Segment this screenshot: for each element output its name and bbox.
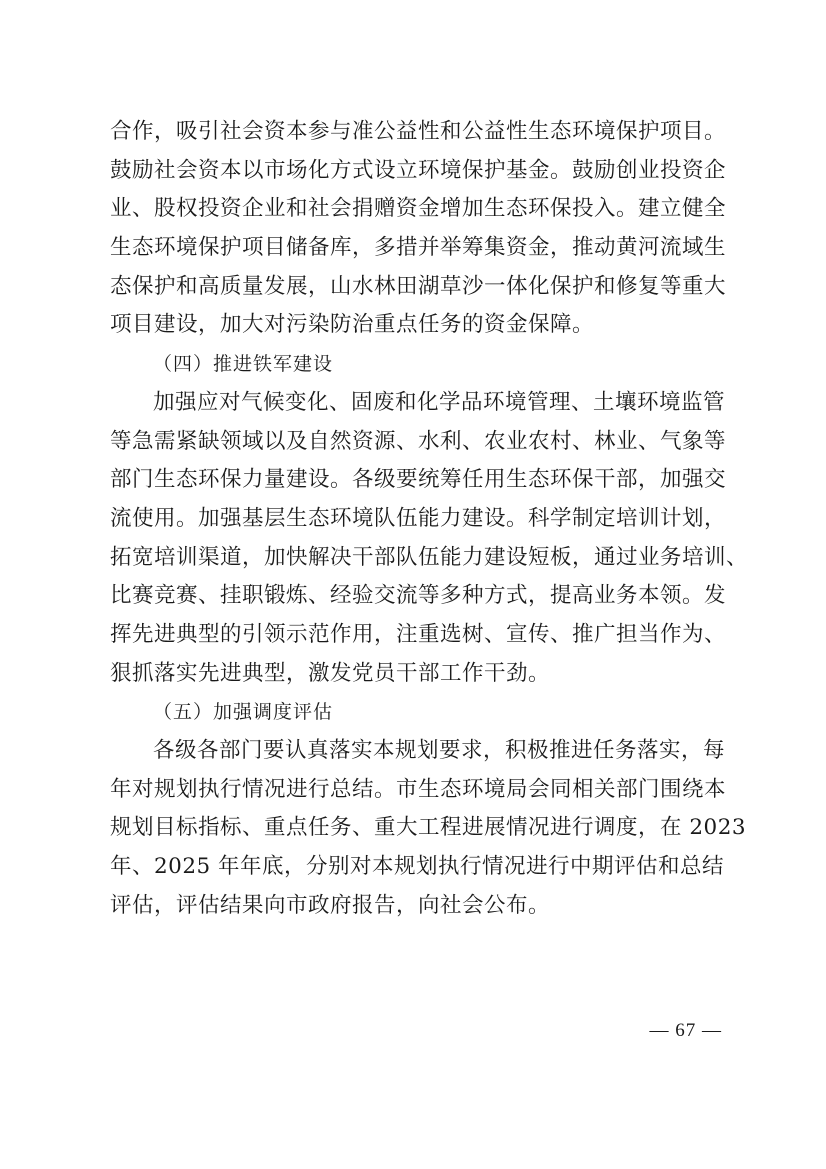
body-text (110, 113, 749, 925)
text-line: 部门生态环保力量建设。各级要统筹任用生态环保干部，加强交 (110, 467, 727, 493)
text-line: 各级各部门要认真落实本规划要求，积极推进任务落实，每 (153, 738, 726, 763)
paragraph-funding (110, 113, 727, 345)
section-heading-5: （五）加强调度评估 (153, 701, 334, 724)
text-line: 比赛竞赛、挂职锻炼、经验交流等多种方式，提高业务本领。发 (110, 583, 727, 609)
text-line: 挥先进典型的引领示范作用，注重选树、宣传、推广担当作为、 (110, 621, 727, 647)
text-line: 加强应对气候变化、固废和化学品环境管理、土壤环境监管 (153, 389, 726, 415)
text-line: 年、2025 年年底，分别对本规划执行情况进行中期评估和总结 (110, 854, 725, 880)
text-line: 合作，吸引社会资本参与准公益性和公益性生态环境保护项目。 (110, 119, 727, 144)
page-number: — 67 — (649, 1020, 722, 1041)
text-line: 年对规划执行情况进行总结。市生态环境局会同相关部门围绕本 (110, 776, 727, 802)
text-line: 拓宽培训渠道，加快解决干部队伍能力建设短板，通过业务培训、 (110, 544, 749, 570)
text-line: 等急需紧缺领域以及自然资源、水利、农业农村、林业、气象等 (110, 428, 727, 454)
section-heading-4: （四）推进铁军建设 (153, 353, 334, 376)
text-line: 态保护和高质量发展，山水林田湖草沙一体化保护和修复等重大 (110, 273, 727, 299)
paragraph-evaluation (110, 732, 747, 925)
text-line: 狠抓落实先进典型，激发党员干部工作干劲。 (110, 660, 551, 686)
text-line: 规划目标指标、重点任务、重大工程进展情况进行调度，在 2023 (110, 815, 747, 841)
text-line: 项目建设，加大对污染防治重点任务的资金保障。 (110, 312, 595, 338)
text-line: 流使用。加强基层生态环境队伍能力建设。科学制定培训计划， (110, 505, 727, 531)
text-line: 鼓励社会资本以市场化方式设立环境保护基金。鼓励创业投资企 (110, 157, 727, 183)
text-line: 评估，评估结果向市政府报告，向社会公布。 (110, 892, 551, 918)
paragraph-team-building (110, 384, 749, 694)
text-line: 业、股权投资企业和社会捐赠资金增加生态环保投入。建立健全 (110, 196, 727, 222)
text-line: 生态环境保护项目储备库，多措并举筹集资金，推动黄河流域生 (110, 235, 727, 261)
